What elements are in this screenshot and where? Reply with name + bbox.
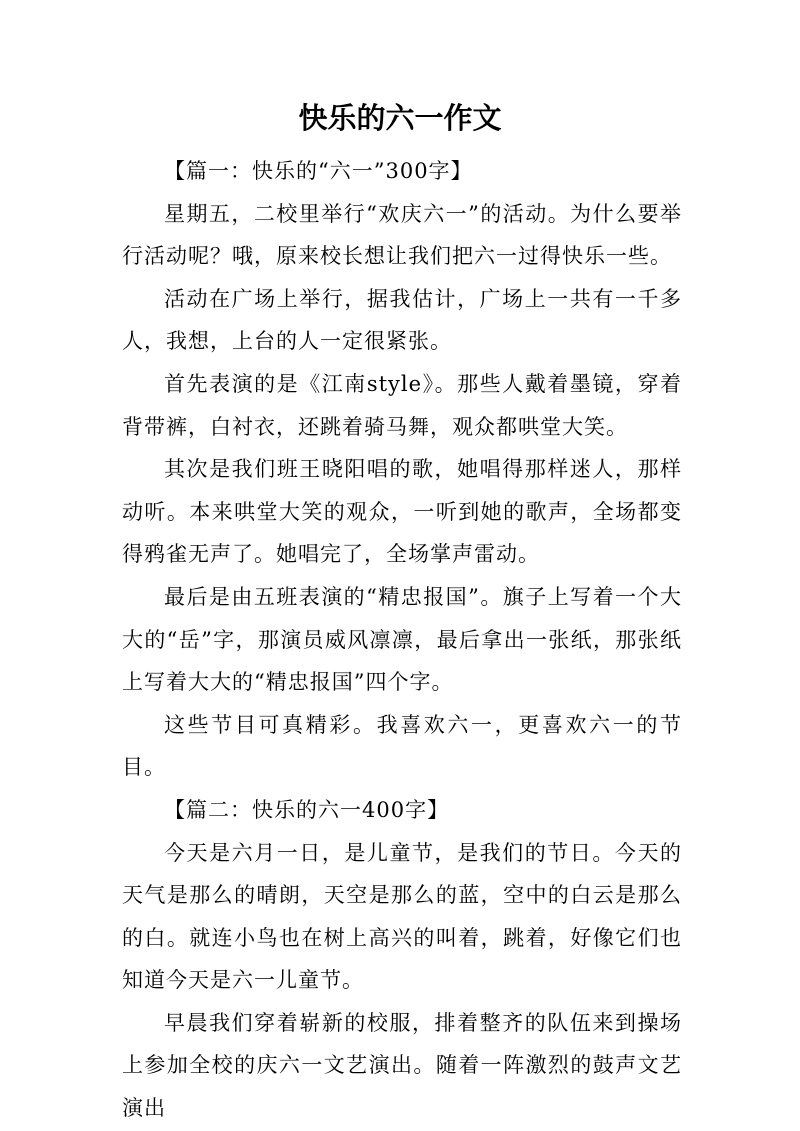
section-heading: 【篇二：快乐的六一400字】	[164, 797, 450, 822]
document-title: 快乐的六一作文	[298, 101, 502, 135]
section-heading: 【篇一：快乐的“六一”300字】	[164, 159, 473, 183]
paragraph: 最后是由五班表演的“精忠报国”。旗子上写着一个大大的“岳”字，那演员威风凛凛，最后拿出一张纸，那张纸上写着大大的“精忠报国”四个字。	[122, 584, 682, 695]
paragraph: 首先表演的是《江南style》。那些人戴着墨镜，穿着背带裤，白衬衣，还跳着骑马舞，观众都哄堂大笑。	[122, 371, 682, 439]
paragraph: 早晨我们穿着崭新的校服，排着整齐的队伍来到操场上参加全校的庆六一文艺演出。随着一阵激烈的鼓声文艺演出	[122, 1010, 682, 1121]
paragraph: 今天是六月一日，是儿童节，是我们的节日。今天的天气是那么的晴朗，天空是那么的蓝，空中的白云是那么的白。就连小鸟也在树上高兴的叫着，跳着，好像它们也知道今天是六一儿童节。	[122, 840, 682, 993]
paragraph: 其次是我们班王晓阳唱的歌，她唱得那样迷人，那样动听。本来哄堂大笑的观众，一听到她的歌声，全场都变得鸦雀无声了。她唱完了，全场掌声雷动。	[122, 457, 682, 567]
document-body	[122, 150, 682, 1130]
paragraph: 活动在广场上举行，据我估计，广场上一共有一千多人，我想，上台的人一定很紧张。	[122, 286, 682, 354]
paragraph: 这些节目可真精彩。我喜欢六一，更喜欢六一的节目。	[122, 712, 682, 780]
paragraph: 星期五，二校里举行“欢庆六一”的活动。为什么要举行活动呢？哦，原来校长想让我们把六一过得快乐一些。	[122, 201, 682, 269]
